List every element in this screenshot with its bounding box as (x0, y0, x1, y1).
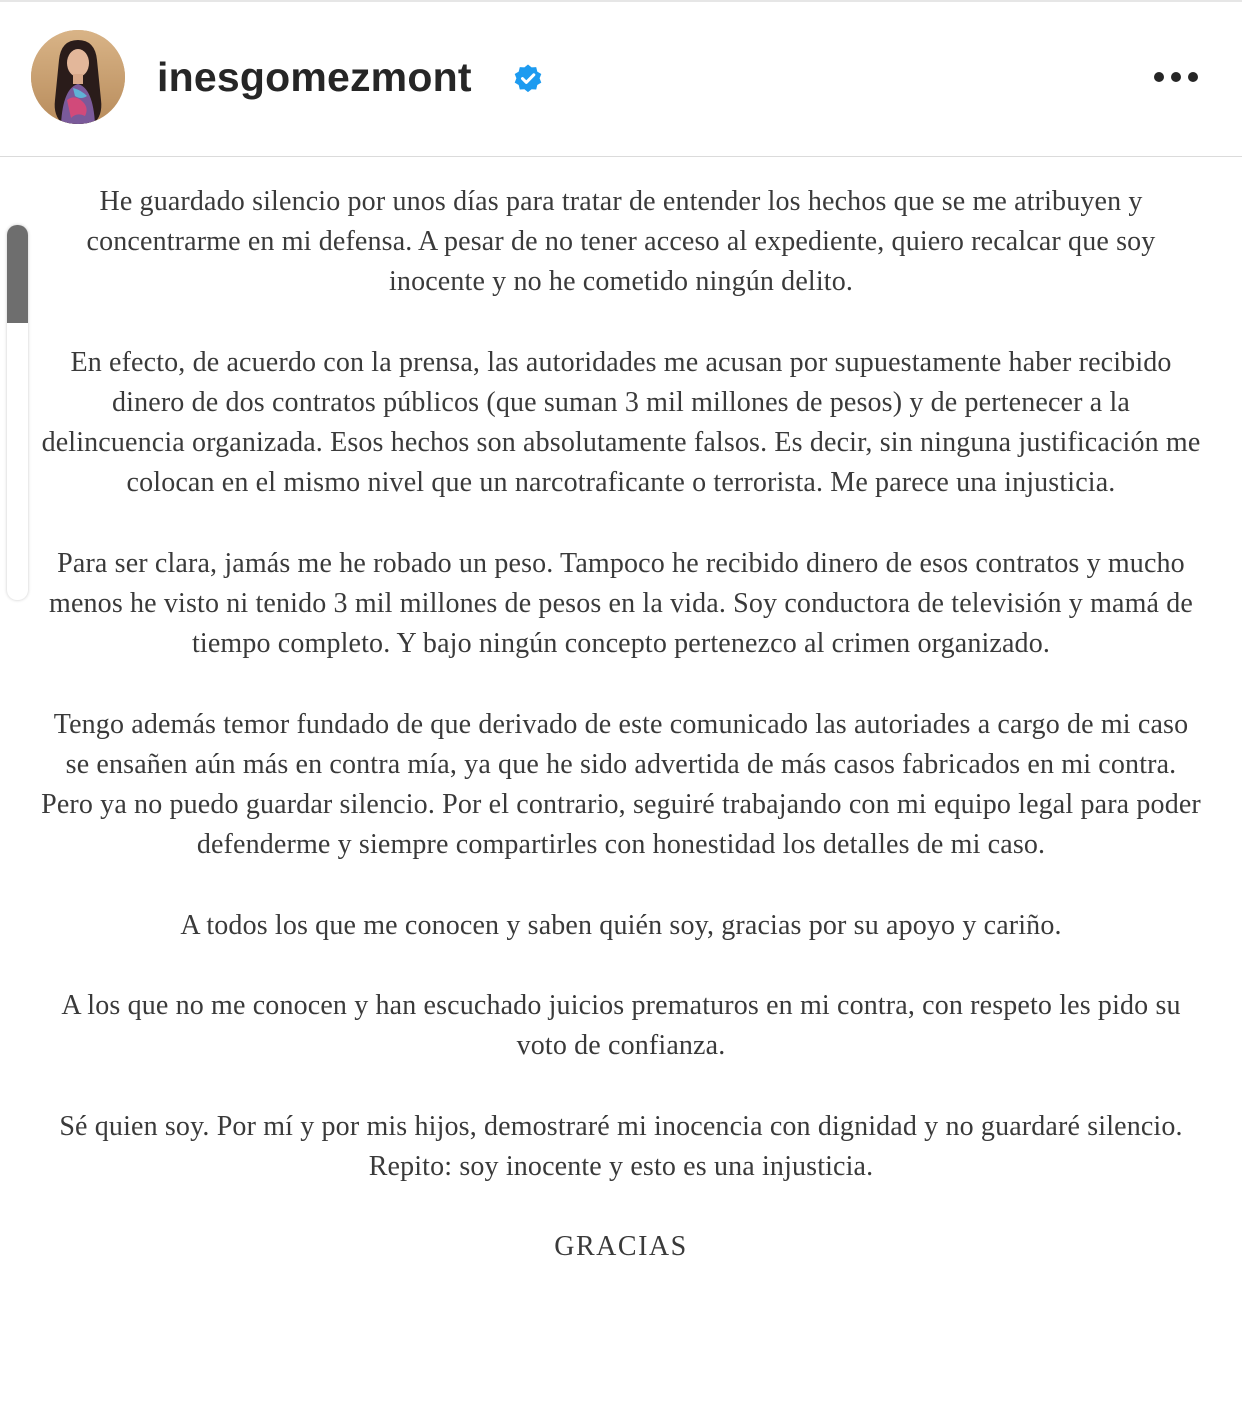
post-image-text (40, 182, 1202, 1308)
statement-paragraph: A todos los que me conocen y saben quién soy, gracias por su apoyo y cariño. (180, 909, 1062, 941)
username[interactable]: inesgomezmont (157, 54, 472, 100)
profile-photo-icon (31, 30, 125, 124)
statement-paragraph: Para ser clara, jamás me he robado un peso. Tampoco he recibido dinero de esos contratos y mucho menos he visto ni tenido 3 mil millones de pesos en la vida. Soy conductora de televisión y mamá de tiempo completo. Y bajo ningún concepto pertenezco al crimen organizado. (49, 547, 1193, 660)
verified-badge-icon (512, 63, 544, 95)
more-options-icon (1154, 72, 1164, 82)
statement-closing: GRACIAS (554, 1231, 688, 1263)
statement-paragraph: En efecto, de acuerdo con la prensa, las autoridades me acusan por supuestamente haber recibido dinero de dos contratos públicos (que suman 3 mil millones de pesos) y de pertenecer a la delincuencia organizada. Esos hechos son absolutamente falsos. Es decir, sin ninguna justificación me colocan en el mismo nivel que un narcotraficante o terrorista. Me parece una injusticia. (41, 346, 1201, 499)
statement-paragraph: Sé quien soy. Por mí y por mis hijos, demostraré mi inocencia con dignidad y no guardaré silencio. Repito: soy inocente y esto es una injusticia. (59, 1110, 1183, 1182)
statement-paragraph: He guardado silencio por unos días para tratar de entender los hechos que se me atribuyen y concentrarme en mi defensa. A pesar de no tener acceso al expediente, quiero recalcar que soy inocente y no he cometido ningún delito. (86, 186, 1156, 298)
statement-paragraph: A los que no me conocen y han escuchado juicios prematuros en mi contra, con respeto les pido su voto de confianza. (61, 989, 1181, 1062)
statement-paragraph: Tengo además temor fundado de que derivado de este comunicado las autoriades a cargo de mi caso se ensañen aún más en contra mía, ya que he sido advertida de más casos fabricados en mi contra. Pero ya no puedo guardar silencio. Por el contrario, seguiré trabajando con mi equipo legal para poder defenderme y siempre compartirles con honestidad los detalles de mi caso. (41, 708, 1201, 861)
more-options-icon-dot (1188, 72, 1198, 82)
more-options-button[interactable] (1148, 59, 1204, 95)
scrollbar-thumb[interactable] (7, 225, 28, 323)
avatar[interactable] (31, 30, 125, 124)
more-options-icon-dot (1171, 72, 1181, 82)
post-header (0, 2, 1242, 157)
